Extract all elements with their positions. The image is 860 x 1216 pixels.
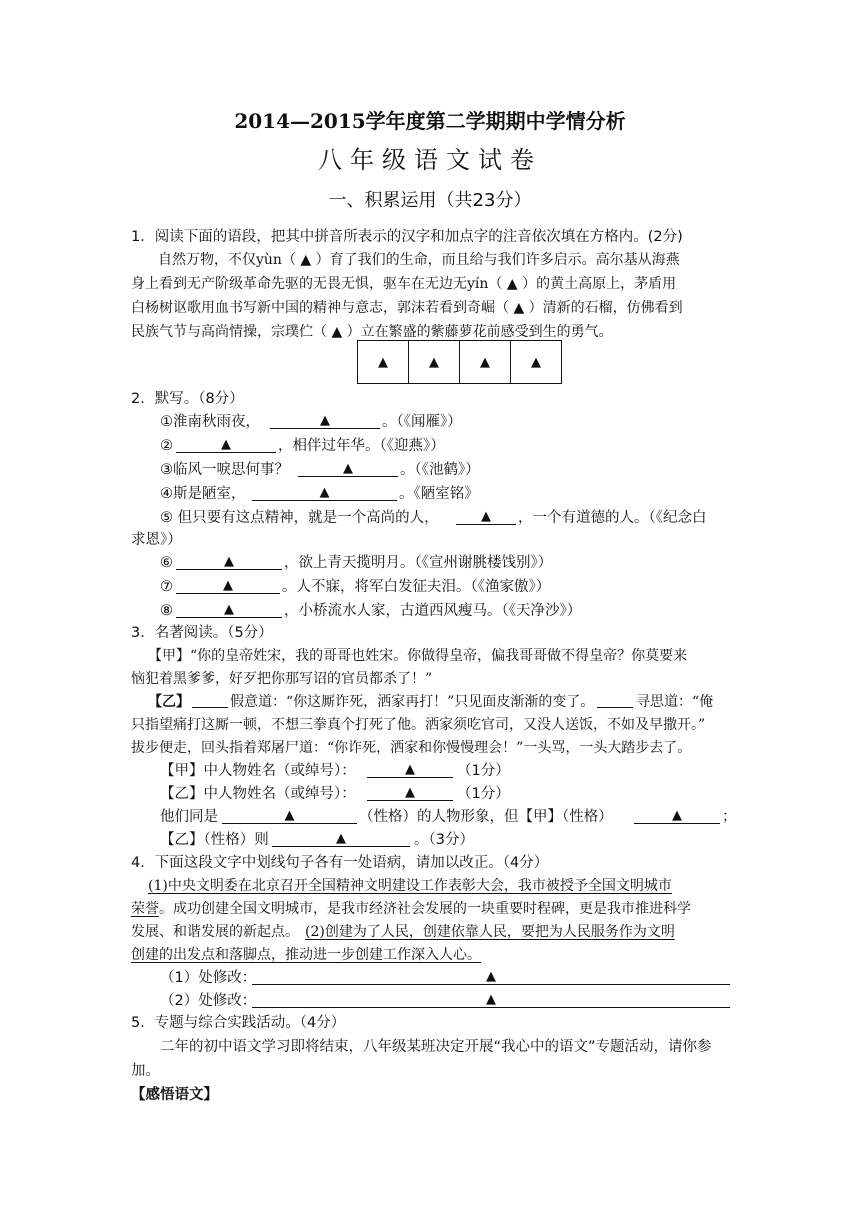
q5-line-1: 二年的初中语文学习即将结束，八年级某班决定开展“我心中的语文”专题活动，请你参 bbox=[160, 1039, 712, 1055]
q3-answer-3-pre: 他们同是 bbox=[160, 809, 218, 825]
q3-jia-line-1: 【甲】“你的皇帝姓宋，我的哥哥也姓宋。你做得皇帝，偏我哥哥做不得皇帝？你莫要来 bbox=[148, 648, 688, 664]
q4-line-4-underlined: 创建的出发点和落脚点，推动进一步创建工作深入人心。 bbox=[131, 947, 481, 963]
q4-fix-1-label: （1）处修改： bbox=[160, 970, 257, 986]
q2-item-6-pre: ⑥ bbox=[160, 555, 173, 571]
q1-line-3: 白杨树讴歌用血书写新中国的精神与意志，郭沫若看到奇崛（ ▲ ）清新的石榴，仿佛看到 bbox=[131, 300, 683, 316]
q5-line-2: 加。 bbox=[131, 1063, 160, 1079]
q3-yi-line-1: 假意道：“你这厮诈死，洒家再打！”只见面皮渐渐的变了。 bbox=[230, 694, 595, 710]
q3-answer-4-pre: 【乙】（性格）则 bbox=[160, 832, 269, 848]
q2-item-5-blank[interactable]: ▲ bbox=[456, 510, 516, 525]
q3-answer-3-mid: （性格）的人物形象，但【甲】（性格） bbox=[359, 809, 613, 825]
q2-item-3-post: 。（《池鹤》） bbox=[400, 462, 480, 478]
q3-answer-4-post: 。（3分） bbox=[414, 832, 474, 848]
q2-item-8-post: ，小桥流水人家，古道西风瘦马。（《天净沙》） bbox=[284, 603, 582, 619]
q3-yi-blank-2[interactable] bbox=[597, 693, 633, 708]
exam-title: 2014—2015学年度第二学期期中学情分析 bbox=[234, 109, 626, 133]
q3-answer-2-label: 【乙】中人物姓名（或绰号）： bbox=[160, 786, 356, 802]
q3-answer-3-blank-2[interactable]: ▲ bbox=[634, 809, 720, 824]
section-heading: 一、积累运用（共23分） bbox=[328, 190, 532, 211]
q3-answer-1-label: 【甲】中人物姓名（或绰号）： bbox=[160, 763, 356, 779]
q2-item-7-post: 。人不寐，将军白发征夫泪。（《渔家傲》） bbox=[282, 579, 551, 595]
q2-item-1-blank[interactable]: ▲ bbox=[270, 414, 380, 429]
q2-item-1-post: 。（《闻雁》） bbox=[382, 414, 462, 430]
q2-item-8-pre: ⑧ bbox=[160, 603, 173, 619]
q2-item-3-blank[interactable]: ▲ bbox=[298, 462, 398, 477]
q4-line-2: 。成功创建全国文明城市，是我市经济社会发展的一块重要时程碑，更是我市推进科学 bbox=[159, 901, 691, 917]
q2-item-2-blank[interactable]: ▲ bbox=[176, 438, 276, 453]
q2-item-8-blank[interactable]: ▲ bbox=[176, 603, 282, 618]
q2-item-1-pre: ①淮南秋雨夜， bbox=[160, 414, 260, 430]
q4-fix-1-blank[interactable]: ▲ bbox=[252, 970, 730, 985]
q3-yi-line-3: 拔步便走，回头指着郑屠尸道：“你诈死，洒家和你慢慢理会！”一头骂，一头大踏步去了。 bbox=[131, 740, 692, 756]
q1-line-1: 自然万物，不仅yùn（ ▲ ）育了我们的生命，而且给与我们许多启示。高尔基从海燕 bbox=[158, 252, 680, 268]
q1-answer-grid bbox=[357, 340, 562, 384]
q4-fix-2-blank[interactable]: ▲ bbox=[252, 993, 730, 1008]
q2-item-5-post: ，一个有道德的人。（《纪念白 bbox=[518, 510, 707, 526]
q3-answer-2-blank[interactable]: ▲ bbox=[367, 786, 453, 801]
q5-subheading: 【感悟语文】 bbox=[131, 1087, 218, 1103]
q2-item-6-post: ，欲上青天揽明月。（《宣州谢朓楼饯别》） bbox=[284, 555, 553, 571]
q2-prompt: 2．默写。（8分） bbox=[131, 391, 244, 407]
q2-item-7-pre: ⑦ bbox=[160, 579, 173, 595]
q3-yi-label: 【乙】 bbox=[148, 694, 190, 710]
q3-prompt: 3．名著阅读。（5分） bbox=[131, 625, 273, 641]
answer-cell[interactable]: ▲ bbox=[409, 341, 460, 383]
q2-item-6-blank[interactable]: ▲ bbox=[176, 555, 282, 570]
q2-item-2-post: ，相伴过年华。（《迎燕》） bbox=[278, 438, 445, 454]
q4-fix-2-label: （2）处修改： bbox=[160, 993, 257, 1009]
q3-answer-1-blank[interactable]: ▲ bbox=[367, 763, 453, 778]
answer-cell[interactable]: ▲ bbox=[460, 341, 511, 383]
q3-answer-2-score: （1分） bbox=[457, 786, 510, 802]
q2-item-4-blank[interactable]: ▲ bbox=[252, 486, 397, 501]
q3-yi-line-2: 只指望痛打这厮一顿，不想三拳真个打死了他。洒家须吃官司，又没人送饭，不如及早撒开。” bbox=[131, 717, 706, 733]
q4-line-3: 发展、和谐发展的新起点。 bbox=[131, 924, 299, 940]
q5-prompt: 5．专题与综合实践活动。（4分） bbox=[131, 1015, 346, 1031]
q1-prompt: 1．阅读下面的语段，把其中拼音所表示的汉字和加点字的注音依次填在方格内。(2分) bbox=[131, 229, 683, 245]
q3-yi-line-1-end: 寻思道：“俺 bbox=[636, 694, 714, 710]
q1-line-4: 民族气节与高尚情操，宗璞伫（ ▲ ）立在繁盛的紫藤萝花前感受到生的勇气。 bbox=[131, 324, 613, 340]
q3-answer-3-blank-1[interactable]: ▲ bbox=[222, 809, 357, 824]
q3-answer-1-score: （1分） bbox=[457, 763, 510, 779]
q3-answer-4-blank[interactable]: ▲ bbox=[272, 832, 410, 847]
q3-yi-blank-1[interactable] bbox=[192, 693, 228, 708]
q4-prompt: 4．下面这段文字中划线句子各有一处语病，请加以改正。（4分） bbox=[131, 855, 549, 871]
q2-item-5-cont: 求恩》） bbox=[131, 532, 182, 548]
q2-item-4-post: 。《陋室铭》 bbox=[399, 486, 479, 502]
q2-item-2-pre: ② bbox=[160, 438, 173, 454]
q4-line-3-underlined: (2)创建为了人民，创建依靠人民，要把为人民服务作为文明 bbox=[305, 924, 675, 940]
q2-item-4-pre: ④斯是陋室， bbox=[160, 486, 246, 502]
q3-answer-3-end: ； bbox=[722, 809, 737, 825]
q1-line-2: 身上看到无产阶级革命先驱的无畏无惧，驱车在无边无yín（ ▲ ）的黄土高原上，茅盾用 bbox=[131, 276, 677, 292]
q4-line-2-underlined: 荣誉 bbox=[131, 901, 159, 917]
answer-cell[interactable]: ▲ bbox=[531, 354, 541, 370]
q4-line-1-underlined: (1)中央文明委在北京召开全国精神文明建设工作表彰大会，我市被授予全国文明城市 bbox=[148, 878, 672, 894]
exam-subtitle: 八年级语文试卷 bbox=[318, 146, 542, 174]
answer-cell[interactable]: ▲ bbox=[358, 341, 409, 383]
q3-jia-line-2: 恼犯着黑爹爹，好歹把你那写诏的官员都杀了！” bbox=[131, 671, 433, 687]
q2-item-7-blank[interactable]: ▲ bbox=[176, 579, 280, 594]
q2-item-5-pre: ⑤ 但只要有这点精神，就是一个高尚的人， bbox=[160, 510, 439, 526]
q2-item-3-pre: ③临风一唳思何事？ bbox=[160, 462, 289, 478]
